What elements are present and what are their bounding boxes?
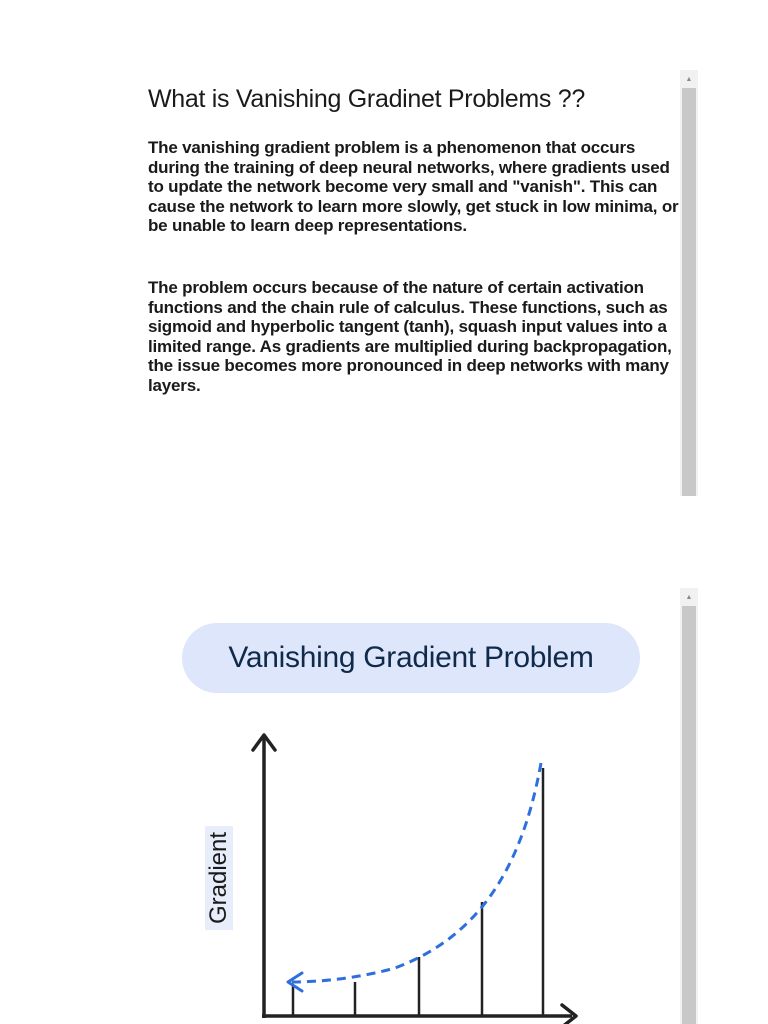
gradient-curve: [292, 763, 541, 982]
article-paragraph-1: The vanishing gradient problem is a phenomenon that occurs during the training of deep neural networks, where gradients used to update the network become very small and "vanish". This can cause the network to learn more slowly, get stuck in low minima, or be unable to learn deep representations.: [148, 138, 679, 236]
diagram-scrollbar[interactable]: [680, 588, 698, 1024]
scroll-up-icon[interactable]: ▲: [685, 75, 693, 83]
diagram-title: Vanishing Gradient Problem: [228, 641, 594, 674]
y-axis-label: Gradient: [205, 826, 233, 930]
article-title: What is Vanishing Gradinet Problems ??: [148, 85, 585, 113]
scrollbar-thumb[interactable]: [682, 606, 696, 1024]
scroll-up-icon[interactable]: ▲: [685, 593, 693, 601]
article-paragraph-2: The problem occurs because of the nature of certain activation functions and the chain rule of calculus. These functions, such as sigmoid and hyperbolic tangent (tanh), squash input values into a limited range. As gradients are multiplied during backpropagation, the issue becomes more pronounced in deep networks with many layers.: [148, 278, 672, 395]
